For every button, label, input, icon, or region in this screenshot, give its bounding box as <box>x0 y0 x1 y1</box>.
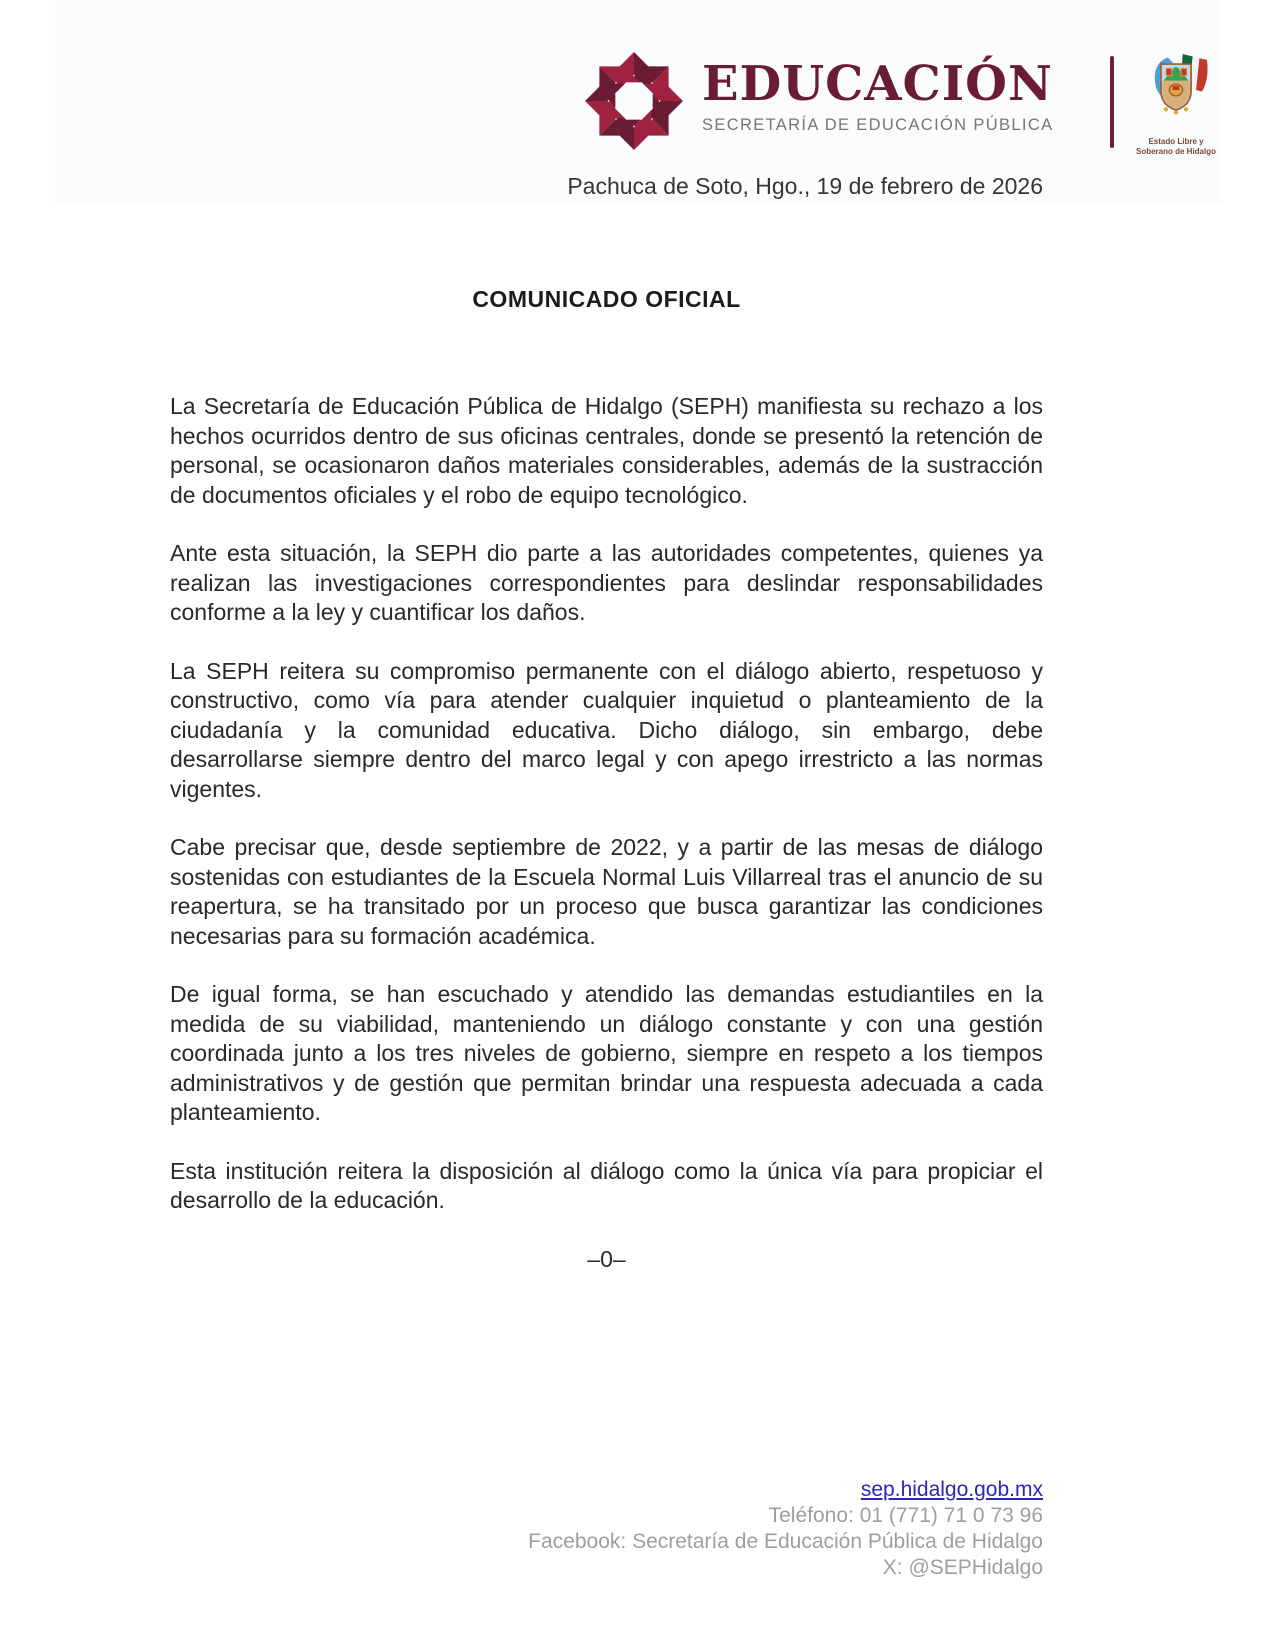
website-link[interactable]: sep.hidalgo.gob.mx <box>860 1478 1043 1501</box>
end-of-communique-mark: –0– <box>587 1245 626 1272</box>
paragraph-4: Cabe precisar que, desde septiembre de 2022, y a partir de las mesas de diálogo sostenidas con estudiantes de la Escuela Normal Luis Villarreal tras el anuncio de su reapertura, se ha transitado por un proceso que busca garantizar las condiciones necesarias para su formación académica. <box>170 834 1043 949</box>
paragraph-1: La Secretaría de Educación Pública de Hidalgo (SEPH) manifiesta su rechazo a los hechos ocurridos dentro de sus oficinas centrales, donde se presentó la retención de personal, se ocasionaron daños materiales considerables, además de la sustracción de documentos oficiales y el robo de equipo tecnológico. <box>170 393 1043 508</box>
letter-content <box>170 0 1043 1274</box>
hidalgo-crest <box>1130 44 1222 157</box>
contact-footer <box>528 1477 1043 1581</box>
facebook-line: Facebook: Secretaría de Educación Pública de Hidalgo <box>528 1530 1043 1553</box>
dateline: Pachuca de Soto, Hgo., 19 de febrero de 2026 <box>567 173 1043 199</box>
paragraph-5: De igual forma, se han escuchado y atendido las demandas estudiantiles en la medida de su viabilidad, manteniendo un diálogo constante y con una gestión coordinada junto a los tres niveles de gobierno, siempre en respeto a los tiempos administrativos y de gestión que permitan brindar una respuesta adecuada a cada planteamiento. <box>170 981 1043 1125</box>
document-title: COMUNICADO OFICIAL <box>472 286 741 312</box>
logo-title: EDUCACIÓN <box>702 56 1053 112</box>
x-handle-line: X: @SEPHidalgo <box>882 1556 1043 1579</box>
logo-subtitle: SECRETARÍA DE EDUCACIÓN PÚBLICA <box>702 116 1054 134</box>
header-divider <box>1110 56 1114 148</box>
paragraph-3: La SEPH reitera su compromiso permanente con el diálogo abierto, respetuoso y constructivo, como vía para atender cualquier inquietud o planteamiento de la ciudadanía y la comunidad educativa. Dicho diálogo, sin embargo, debe desarrollarse siempre dentro del marco legal y con apego irrestricto a las normas vigentes. <box>170 657 1043 802</box>
hidalgo-coat-of-arms-icon <box>1133 44 1219 136</box>
body-paragraphs <box>170 392 1043 1216</box>
paragraph-6: Esta institución reitera la disposición al diálogo como la única vía para propiciar el desarrollo de la educación. <box>170 1157 1043 1213</box>
crest-caption: Estado Libre y Soberano de Hidalgo <box>1135 137 1216 156</box>
paragraph-2: Ante esta situación, la SEPH dio parte a las autoridades competentes, quienes ya realizan las investigaciones correspondientes para deslindar responsabilidades conforme a la ley y cuantificar los daños. <box>170 540 1043 625</box>
phone-line: Teléfono: 01 (771) 71 0 73 96 <box>768 1504 1043 1527</box>
